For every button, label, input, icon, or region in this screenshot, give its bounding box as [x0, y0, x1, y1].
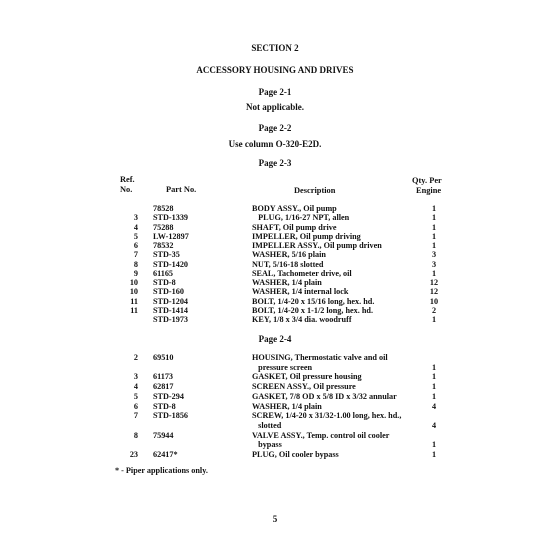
description-cell: SCREW, 1/4-20 x 31/32-1.00 long, hex. hd., [252, 411, 402, 421]
quantity-cell: 1 [431, 241, 437, 250]
description-cell: SHAFT, Oil pump drive [252, 222, 337, 232]
part-number-cell: 61165 [153, 268, 174, 278]
part-number-cell: 62817 [153, 382, 174, 392]
part-number-cell: STD-1973 [153, 315, 189, 324]
table-row [0, 353, 550, 363]
part-number-cell: LW-12897 [153, 231, 189, 241]
description-cell: KEY, 1/8 x 3/4 dia. woodruff [252, 315, 352, 324]
description-cell: SCREEN ASSY., Oil pressure [252, 382, 356, 392]
ref-cell: 7 [133, 250, 138, 260]
description-cell: BODY ASSY., Oil pump [252, 204, 337, 213]
table-row [0, 315, 550, 325]
part-number-cell: 69510 [153, 353, 174, 362]
quantity-cell: 3 [431, 259, 437, 269]
quantity-cell: 1 [431, 450, 437, 459]
ref-cell: 4 [133, 222, 138, 232]
ref-cell: 10 [129, 287, 138, 297]
quantity-cell: 1 [431, 268, 437, 278]
description-cell: bypass [252, 440, 282, 450]
description-cell: slotted [252, 420, 282, 430]
quantity-cell: 10 [429, 296, 439, 306]
description-cell: PLUG, 1/16-27 NPT, allen [252, 213, 350, 223]
quantity-cell: 4 [431, 401, 437, 411]
table-row [0, 450, 550, 460]
qty-header-line1: Qty. Per [412, 176, 442, 185]
part-number-cell: STD-160 [153, 287, 184, 297]
description-cell: WASHER, 1/4 internal lock [252, 287, 349, 297]
part-number-cell: STD-294 [153, 391, 184, 401]
table-row [0, 402, 550, 412]
description-cell: BOLT, 1/4-20 x 1-1/2 long, hex. hd. [252, 305, 374, 315]
ref-header-line2: No. [120, 185, 133, 194]
table-row [0, 440, 550, 450]
table-row [0, 421, 550, 431]
page-2-3-heading: Page 2-3 [258, 158, 292, 168]
quantity-cell: 12 [429, 287, 439, 297]
table-row [0, 411, 550, 421]
part-number-cell: 61173 [153, 372, 174, 382]
part-number-cell: STD-1204 [153, 296, 189, 306]
part-number-cell: 75944 [153, 430, 174, 440]
page-2-4-heading: Page 2-4 [258, 334, 292, 344]
ref-cell: 11 [130, 296, 138, 306]
description-cell: SEAL, Tachometer drive, oil [252, 268, 352, 278]
quantity-cell: 12 [429, 278, 439, 287]
ref-cell: 7 [133, 411, 138, 421]
footnote: * - Piper applications only. [115, 466, 208, 475]
quantity-cell: 1 [431, 391, 437, 401]
part-number-cell: 62417* [153, 450, 178, 459]
part-number-cell: 78532 [153, 241, 174, 250]
description-cell: NUT, 5/16-18 slotted [252, 259, 324, 269]
page-2-2-text: Use column O-320-E2D. [228, 139, 322, 149]
description-cell: HOUSING, Thermostatic valve and oil [252, 353, 388, 362]
description-cell: WASHER, 1/4 plain [252, 278, 322, 287]
quantity-cell: 2 [431, 305, 437, 315]
part-number-cell: STD-1856 [153, 411, 189, 421]
part-number-cell: STD-8 [153, 278, 176, 287]
description-cell: PLUG, Oil cooler bypass [252, 450, 339, 459]
part-number-cell: STD-8 [153, 401, 176, 411]
table-row [0, 392, 550, 402]
page-2-1-heading: Page 2-1 [258, 87, 292, 97]
quantity-cell: 1 [431, 315, 437, 324]
section-title: SECTION 2 [251, 43, 299, 53]
quantity-cell: 4 [431, 420, 437, 430]
ref-cell: 5 [133, 391, 138, 401]
description-cell: BOLT, 1/4-20 x 15/16 long, hex. hd. [252, 296, 375, 306]
section-subtitle: ACCESSORY HOUSING AND DRIVES [196, 65, 354, 75]
table-row [0, 372, 550, 382]
quantity-cell: 1 [431, 222, 437, 232]
quantity-cell: 1 [431, 231, 437, 241]
description-cell: VALVE ASSY., Temp. control oil cooler [252, 430, 390, 440]
quantity-cell: 1 [431, 382, 437, 392]
page-2-2-heading: Page 2-2 [258, 123, 292, 133]
page-2-1-text: Not applicable. [245, 102, 304, 112]
description-cell: IMPELLER, Oil pump driving [252, 231, 361, 241]
description-header: Description [294, 186, 336, 195]
ref-cell: 2 [133, 353, 138, 362]
part-number-cell: 78528 [153, 204, 174, 213]
ref-cell: 23 [129, 450, 138, 459]
part-number-cell: STD-35 [153, 250, 180, 260]
part-number-cell: STD-1420 [153, 259, 189, 269]
ref-cell: 3 [133, 372, 138, 382]
qty-header-line2: Engine [416, 186, 442, 195]
part-number-cell: STD-1414 [153, 305, 189, 315]
description-cell: GASKET, Oil pressure housing [252, 372, 362, 382]
quantity-cell: 3 [431, 250, 437, 260]
table-row [0, 431, 550, 441]
ref-cell: 8 [133, 259, 138, 269]
description-cell: GASKET, 7/8 OD x 5/8 ID x 3/32 annular [252, 391, 397, 401]
ref-cell: 6 [133, 401, 138, 411]
description-cell: IMPELLER ASSY., Oil pump driven [252, 241, 382, 250]
quantity-cell: 1 [431, 362, 437, 372]
description-cell: pressure screen [252, 362, 313, 372]
table-row [0, 382, 550, 392]
part-number-cell: STD-1339 [153, 213, 189, 223]
ref-cell: 11 [130, 305, 138, 315]
page-number: 5 [272, 514, 278, 524]
ref-cell: 8 [133, 430, 138, 440]
quantity-cell: 1 [431, 204, 437, 213]
description-cell: WASHER, 5/16 plain [252, 250, 326, 260]
part-number-cell: 75288 [153, 222, 174, 232]
table-row [0, 363, 550, 373]
ref-cell: 10 [129, 278, 138, 287]
ref-cell: 6 [133, 241, 138, 250]
ref-header-line1: Ref. [120, 175, 135, 184]
quantity-cell: 1 [431, 440, 437, 450]
ref-cell: 5 [133, 231, 138, 241]
ref-cell: 3 [133, 213, 138, 223]
quantity-cell: 1 [431, 372, 437, 382]
ref-cell: 4 [133, 382, 138, 392]
part-header: Part No. [166, 185, 197, 194]
ref-cell: 9 [133, 268, 138, 278]
description-cell: WASHER, 1/4 plain [252, 401, 322, 411]
quantity-cell: 1 [431, 213, 437, 223]
